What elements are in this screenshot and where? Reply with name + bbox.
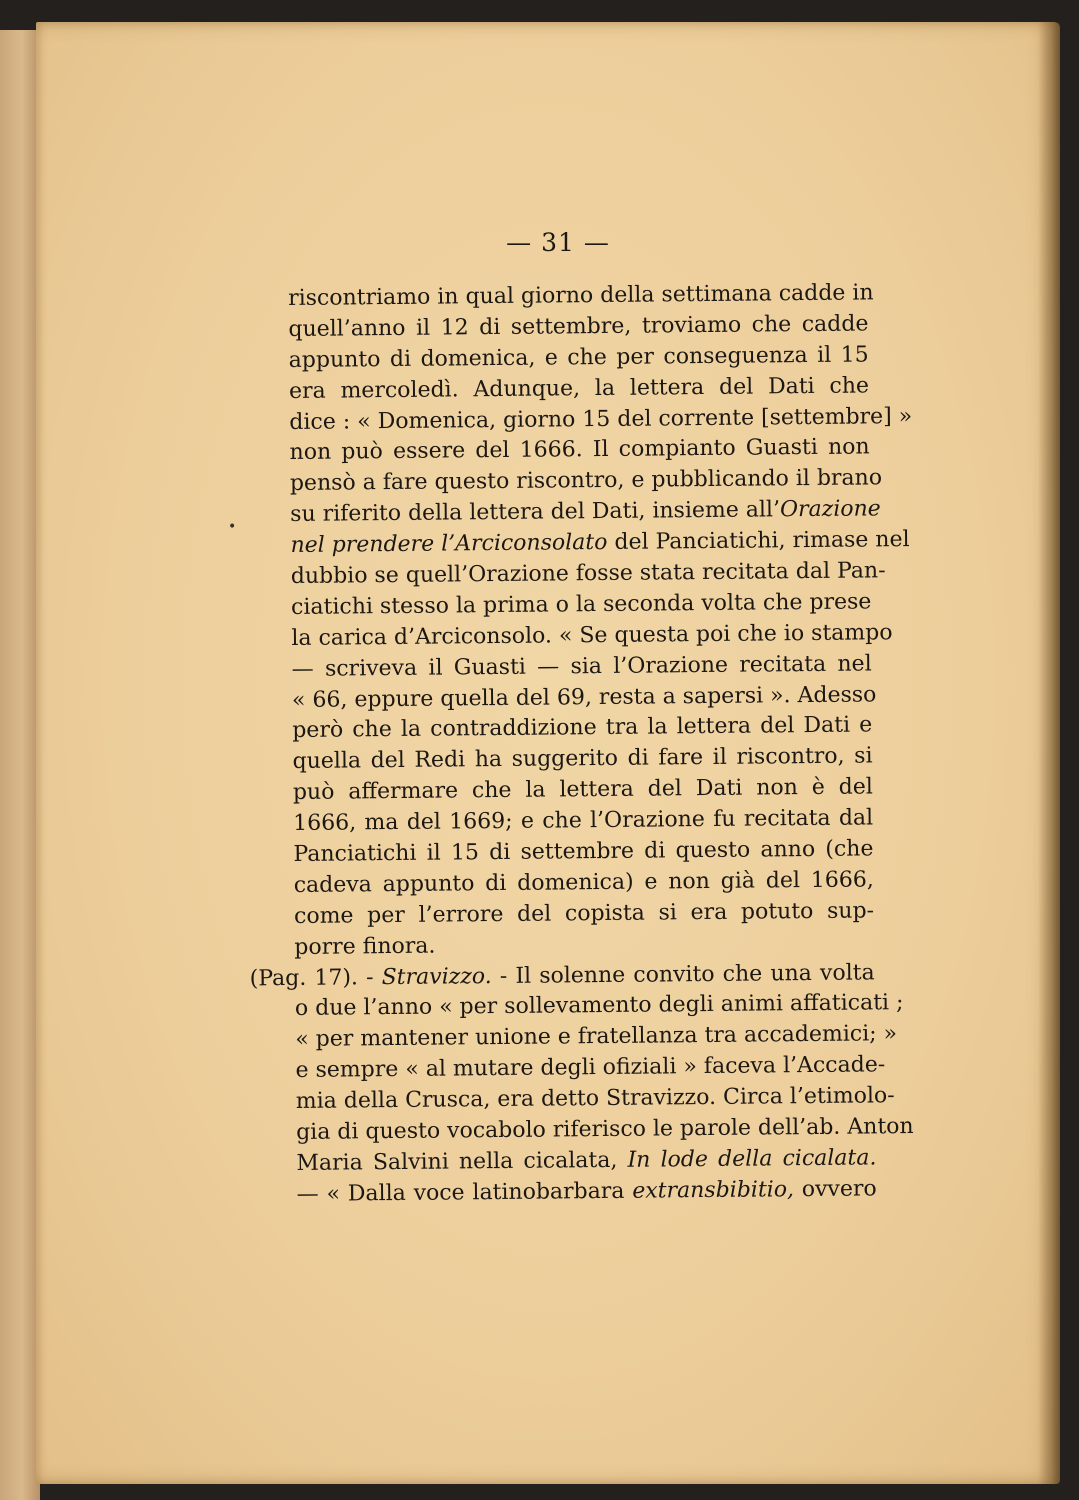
book-page: [36, 22, 1060, 1484]
text-line: mia della Crusca, era detto Stravizzo. Circa l’etimolo-: [295, 1083, 895, 1115]
text-line: ciatichi stesso la prima o la seconda volta che prese: [290, 589, 872, 620]
text-line: appunto di domenica, e che per conseguenza il 15: [288, 342, 869, 373]
text-line: cadeva appunto di domenica) e non già del 1666,: [293, 867, 874, 898]
text-line: « 66, eppure quella del 69, resta a sapersi ». Adesso: [291, 681, 877, 713]
text-run: - Il solenne convito che una volta: [491, 959, 875, 989]
text-line: [297, 1174, 877, 1210]
text-line: — scriveva il Guasti — sia l’Orazione recitata nel: [291, 651, 872, 682]
text-line: non può essere del 1666. Il compianto Guasti non: [289, 434, 870, 466]
text-run: (Pag. 17). -: [249, 964, 382, 991]
text-run: su riferito della lettera del Dati, insieme all’: [290, 497, 781, 528]
text-line: quell’anno il 12 di settembre, troviamo che cadde: [288, 311, 869, 342]
italic-title: Orazione: [779, 496, 881, 523]
page-number: — 31 —: [506, 228, 610, 257]
italic-term: extransbibitio,: [632, 1177, 795, 1204]
text-line: o due l’anno « per sollevamento degli animi affaticati ;: [294, 990, 904, 1022]
text-line: dice : « Domenica, giorno 15 del corrente [settembre] »: [289, 403, 913, 435]
text-run: Maria Salvini nella cicalata,: [296, 1147, 628, 1176]
page-edge-shadow: [1038, 22, 1060, 1484]
text-run: ovvero: [793, 1176, 877, 1203]
text-line: quella del Redi ha suggerito di fare il riscontro, si: [292, 743, 873, 775]
margin-mark: •: [228, 519, 237, 535]
text-line: riscontriamo in qual giorno della settimana cadde in: [288, 280, 874, 311]
italic-term: Stravizzo.: [381, 963, 492, 990]
text-line: « per mantener unione e fratellanza tra accademici; »: [295, 1021, 898, 1053]
text-line: può affermare che la lettera del Dati non è del: [292, 774, 873, 806]
text-line: Panciatichi il 15 di settembre di questo anno (che: [293, 836, 874, 868]
text-line: e sempre « al mutare degli ofiziali » faceva l’Accade-: [295, 1052, 886, 1084]
text-line: la carica d’Arciconsolo. « Se questa poi che io stampo: [291, 620, 893, 651]
binding-edge: [0, 30, 40, 1500]
text-line: era mercoledì. Adunque, la lettera del Dati che: [288, 373, 870, 404]
italic-title: In lode della cicalata.: [627, 1145, 877, 1173]
body-text: [249, 278, 914, 1210]
italic-title: nel prendere l’Arciconsolato: [290, 530, 608, 559]
text-line: porre finora.: [294, 933, 436, 960]
text-line: dubbio se quell’Orazione fosse stata recitata dal Pan-: [290, 558, 886, 590]
text-line: pensò a fare questo riscontro, e pubblicando il brano: [289, 465, 883, 497]
text-line: però che la contraddizione tra la lettera del Dati e: [292, 712, 873, 744]
text-run: — « Dalla voce latinobarbara: [296, 1178, 633, 1207]
text-run: del Panciatichi, rimase nel: [607, 527, 910, 556]
text-line: gia di questo vocabolo riferisco le parole dell’ab. Anton: [296, 1114, 914, 1146]
text-line: come per l’errore del copista si era potuto sup-: [293, 898, 875, 929]
text-line: 1666, ma del 1669; e che l’Orazione fu recitata dal: [293, 805, 874, 837]
